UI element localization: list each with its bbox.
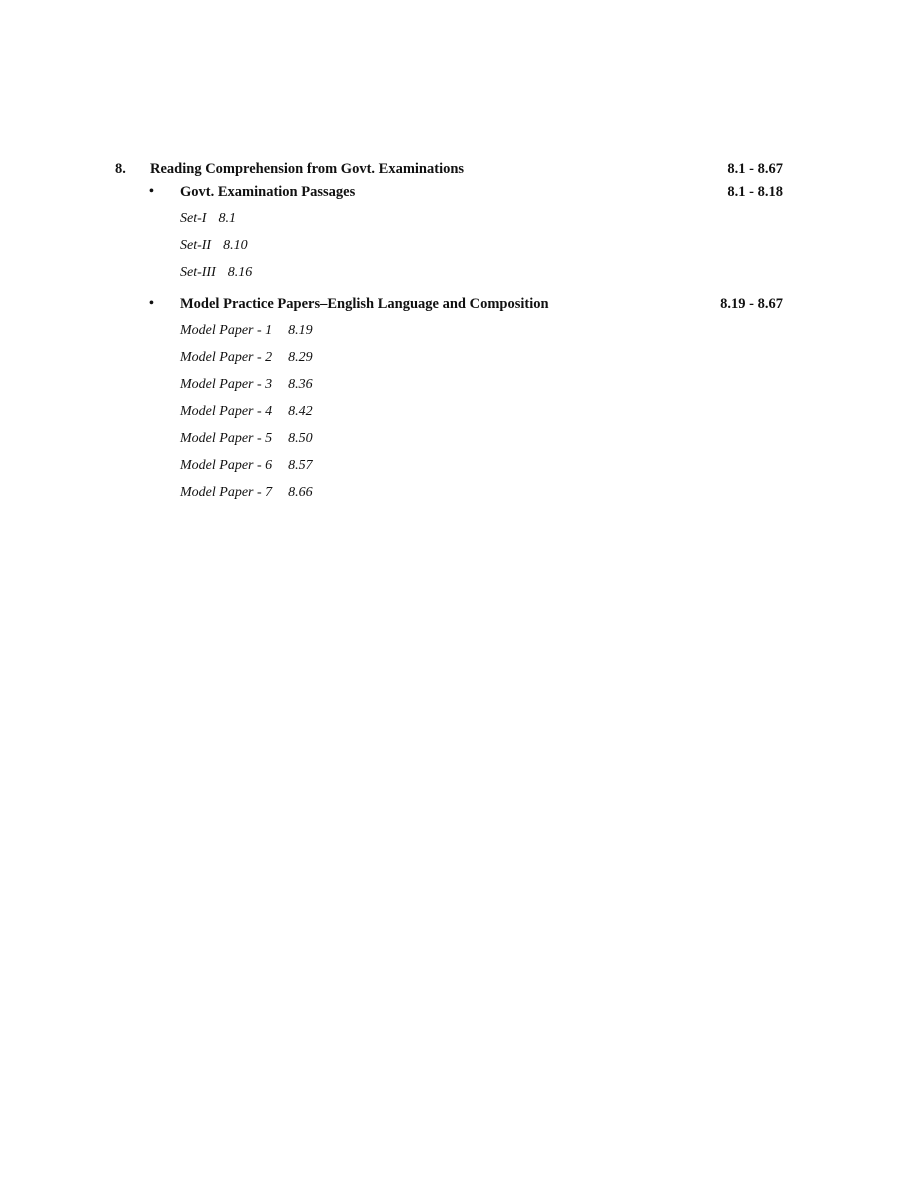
toc-item <box>0 263 900 283</box>
toc-item <box>0 456 900 476</box>
item-page: 8.66 <box>288 485 313 500</box>
item-page: 8.57 <box>288 458 313 473</box>
toc-item <box>0 236 900 256</box>
item-page: 8.29 <box>288 350 313 365</box>
item-page: 8.42 <box>288 404 313 419</box>
item-page: 8.1 <box>218 211 236 226</box>
chapter-pages: 8.1 - 8.67 <box>727 161 783 177</box>
toc-item <box>0 209 900 229</box>
item-page: 8.50 <box>288 431 313 446</box>
toc-chapter-row <box>0 159 900 179</box>
bullet-icon: • <box>149 184 154 199</box>
chapter-title: Reading Comprehension from Govt. Examinations <box>150 161 465 177</box>
item-label: Set-I <box>180 211 207 226</box>
item-page: 8.10 <box>223 238 248 253</box>
toc-item <box>0 402 900 422</box>
toc-item <box>0 375 900 395</box>
item-label: Model Paper - 2 <box>180 350 273 365</box>
toc-section-row <box>0 294 900 314</box>
item-page: 8.36 <box>288 377 313 392</box>
item-label: Model Paper - 3 <box>180 377 273 392</box>
item-page: 8.16 <box>227 265 253 280</box>
toc-item <box>0 483 900 503</box>
section-pages: 8.1 - 8.18 <box>727 184 783 200</box>
item-page: 8.19 <box>288 323 313 338</box>
item-label: Set-II <box>180 238 212 253</box>
item-label: Set-III <box>180 265 216 280</box>
item-label: Model Paper - 1 <box>180 323 273 338</box>
toc-section-row <box>0 182 900 202</box>
toc-item <box>0 348 900 368</box>
item-label: Model Paper - 7 <box>180 485 273 500</box>
item-label: Model Paper - 6 <box>180 458 273 473</box>
item-label: Model Paper - 4 <box>180 404 273 419</box>
toc-item <box>0 321 900 341</box>
bullet-icon: • <box>149 296 154 311</box>
toc-item <box>0 429 900 449</box>
chapter-number: 8. <box>115 161 126 177</box>
section-title: Govt. Examination Passages <box>180 184 356 200</box>
item-label: Model Paper - 5 <box>180 431 273 446</box>
section-title: Model Practice Papers–English Language and Composition <box>180 296 549 312</box>
section-pages: 8.19 - 8.67 <box>720 296 783 312</box>
